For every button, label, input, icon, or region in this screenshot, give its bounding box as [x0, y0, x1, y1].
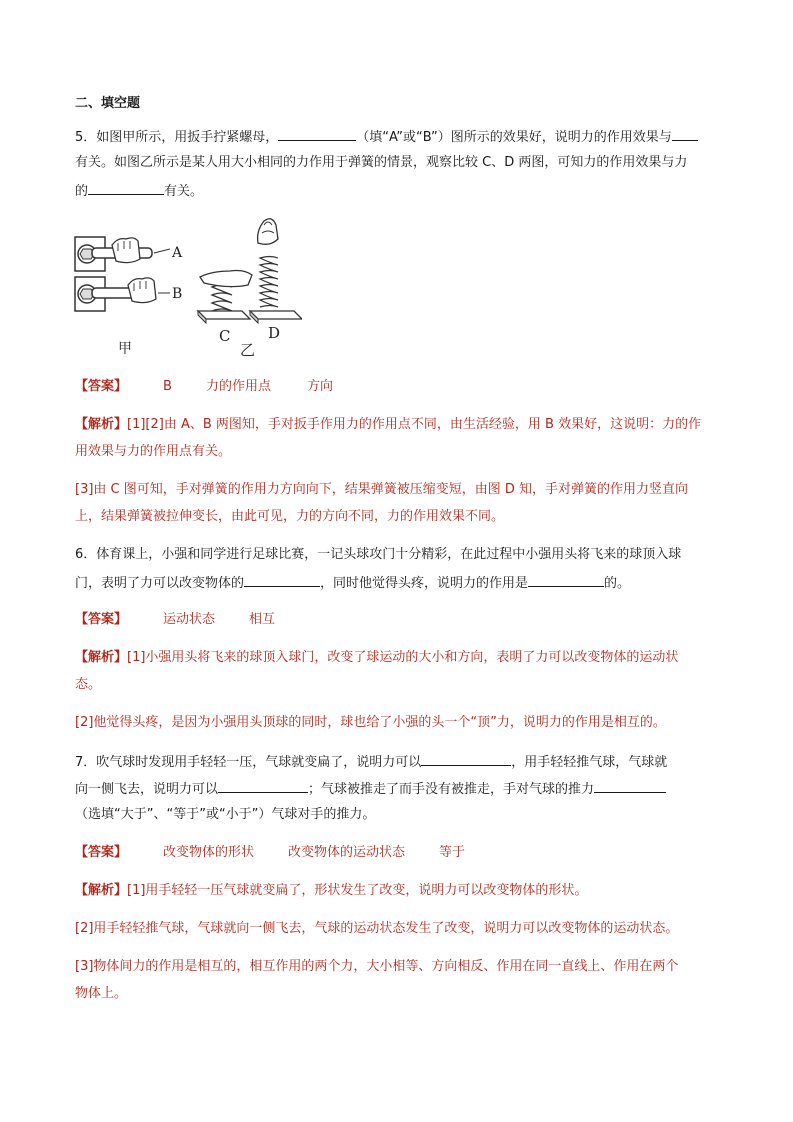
q7-analysis-line-1: [75, 882, 587, 900]
q6-line-1: 6．体育课上，小强和同学进行足球比赛，一记头球攻门十分精彩，在此过程中小强用头将飞来的球顶入球: [75, 547, 682, 562]
q6-answer-1: 运动状态: [163, 612, 216, 627]
q7-text: ；气球被推走了而手没有被推走，手对气球的推力: [308, 782, 595, 797]
q7-text: 向一侧飞去，说明力可以: [75, 782, 219, 797]
q5-answer-3: 方向: [306, 379, 333, 394]
q5-blank-2: [672, 127, 698, 141]
q6-blank-2: [528, 573, 604, 587]
spring-d-drawing: [250, 219, 302, 323]
q6-answer-row: [75, 611, 275, 629]
q6-text: ，同时他觉得头疼，说明力的作用是: [320, 576, 529, 591]
q7-blank-3: [594, 779, 666, 793]
q7-analysis-text: [1]用手轻轻一压气球就变扁了，形状发生了改变，说明力可以改变物体的形状。: [127, 883, 588, 898]
q6-analysis-text: [1]小强用头将飞来的球顶入球门，改变了球运动的大小和方向，表明了力可以改变物体的运动状: [127, 650, 679, 665]
q5-analysis-line-2: 用效果与力的作用点有关。: [75, 444, 232, 459]
figure-caption-yi: 乙: [240, 341, 256, 359]
q5-text: 5．如图甲所示，用扳手拧紧螺母，: [75, 130, 279, 145]
figure-label-b: B: [172, 286, 183, 302]
q5-analysis-text: [1][2]由 A、B 两图知，手对扳手作用力的作用点不同，由生活经验，用 B 效果好，这说明：力的作: [127, 417, 702, 432]
figure-caption-jia: 甲: [118, 341, 132, 357]
q6-blank-1: [244, 573, 320, 587]
q7-blank-2: [218, 779, 308, 793]
q5-line-1: [75, 127, 698, 147]
q7-line-1: [75, 752, 667, 772]
q7-line-2: [75, 779, 666, 799]
q6-analysis-line-2: 态。: [75, 677, 102, 692]
q5-figure: [72, 215, 302, 365]
answer-tag: 【答案】: [75, 612, 128, 627]
q5-line-2: 有关。如图乙所示是某人用大小相同的力作用于弹簧的情景，观察比较 C、D 两图，可知力的作用效果与力: [75, 155, 688, 170]
q5-analysis-line-1: [75, 416, 701, 434]
q7-analysis-line-2: [2]用手轻轻推气球，气球就向一侧飞去，气球的运动状态发生了改变，说明力可以改变物体的运动状态。: [75, 921, 679, 936]
answer-tag: 【答案】: [75, 845, 128, 860]
q6-text: 的。: [604, 576, 631, 591]
q7-answer-1: 改变物体的形状: [163, 845, 255, 860]
q6-answer-2: 相互: [249, 612, 276, 627]
answer-tag: 【答案】: [75, 379, 128, 394]
q6-text: 门，表明了力可以改变物体的: [75, 576, 245, 591]
q7-blank-1: [421, 752, 511, 766]
q7-text: 7．吹气球时发现用手轻轻一压，气球就变扁了，说明力可以: [75, 755, 422, 770]
q7-answer-2: 改变物体的运动状态: [288, 845, 406, 860]
q5-text: 的: [75, 184, 89, 199]
q5-text: （填“A”或“B”）图所示的效果好，说明力的作用效果与: [356, 130, 672, 145]
analysis-tag: 【解析】: [75, 417, 128, 432]
q7-text: ，用手轻轻推气球，气球就: [511, 755, 668, 770]
q5-blank-1: [278, 127, 356, 141]
q6-analysis-line-1: [75, 649, 678, 667]
wrench-b-drawing: [75, 277, 170, 311]
analysis-tag: 【解析】: [75, 650, 128, 665]
q5-analysis-line-4: 上，结果弹簧被拉伸变长，由此可见，力的方向不同，力的作用效果不同。: [75, 509, 505, 524]
q5-line-3: [75, 181, 203, 201]
q5-answer-1: B: [163, 379, 172, 394]
figure-label-c: C: [219, 327, 231, 345]
q5-blank-3: [88, 181, 164, 195]
q5-answer-row: [75, 378, 333, 396]
figure-label-d: D: [268, 324, 281, 342]
q7-answer-row: [75, 844, 465, 862]
q7-analysis-line-4: 物体上。: [75, 986, 128, 1001]
analysis-tag: 【解析】: [75, 883, 128, 898]
q6-analysis-line-3: [2]他觉得头疼，是因为小强用头顶球的同时，球也给了小强的头一个“顶”力，说明力的作用是相互的。: [75, 715, 666, 730]
q7-answer-3: 等于: [439, 845, 466, 860]
spring-c-drawing: [198, 271, 252, 324]
wrench-a-drawing: [75, 237, 170, 271]
section-title: 二、填空题: [75, 96, 141, 111]
q5-text: 有关。: [164, 184, 204, 199]
q6-line-2: [75, 573, 630, 593]
q7-analysis-line-3: [3]物体间力的作用是相互的，相互作用的两个力，大小相等、方向相反、作用在同一直线上、作用在两个: [75, 959, 679, 974]
wrench-spring-illustration: [72, 215, 302, 365]
q7-line-3: （选填“大于”、“等于”或“小于”）气球对手的推力。: [75, 807, 376, 822]
q5-answer-2: 力的作用点: [205, 379, 271, 394]
figure-label-a: A: [172, 245, 183, 261]
q5-analysis-line-3: [3]由 C 图可知，手对弹簧的作用力方向向下，结果弹簧被压缩变短，由图 D 知，手对弹簧的作用力竖直向: [75, 482, 689, 497]
